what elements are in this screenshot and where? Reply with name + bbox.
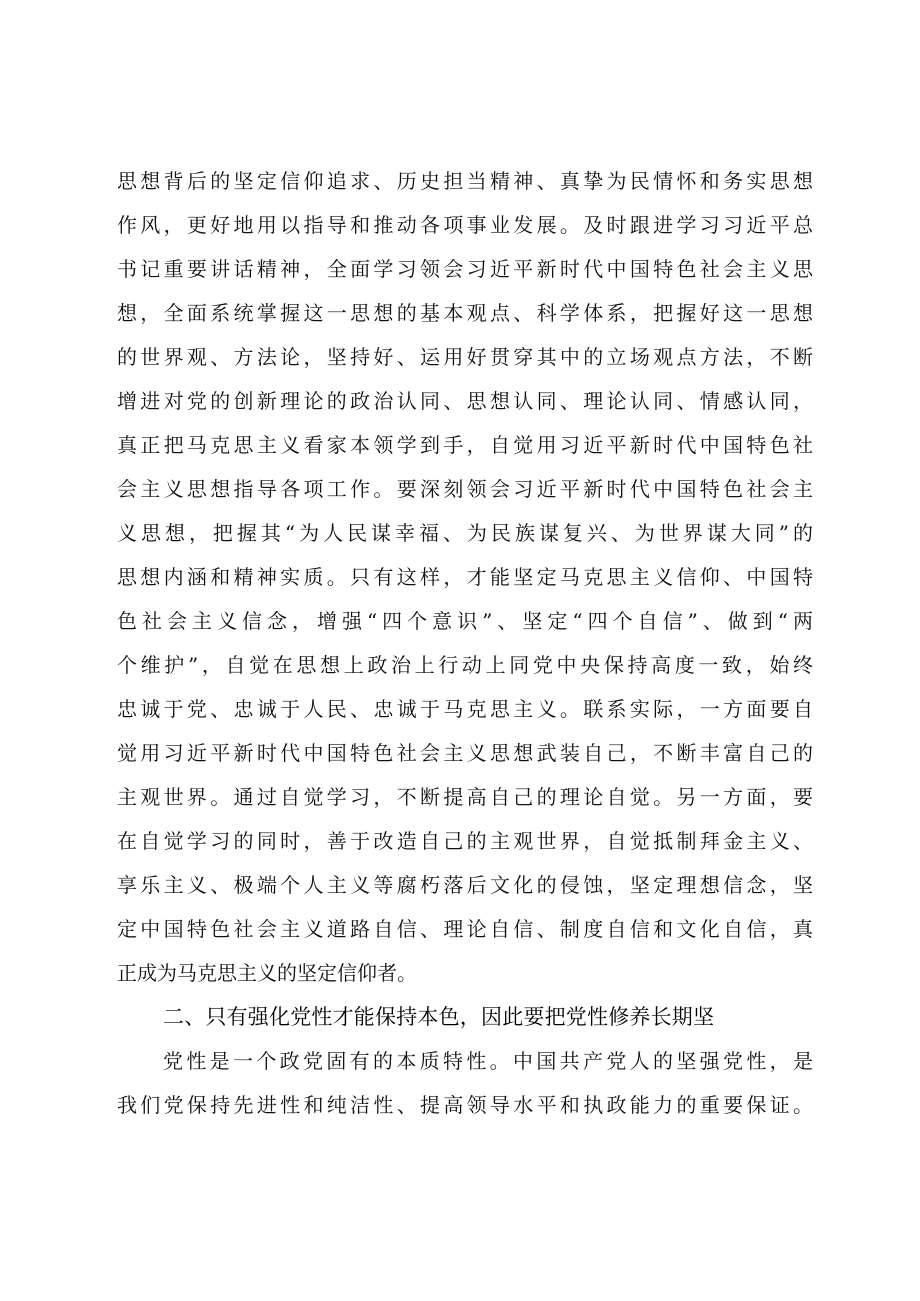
paragraph-line: 党性是一个政党固有的本质特性。中国共产党人的坚强党性，是 (163, 1049, 813, 1073)
paragraph-line: 增进对党的创新理论的政治认同、思想认同、理论认同、情感认同， (117, 389, 813, 413)
section-heading: 二、只有强化党性才能保持本色，因此要把党性修养长期坚 (163, 1005, 715, 1029)
paragraph-line: 主观世界。通过自觉学习，不断提高自己的理论自觉。另一方面，要 (117, 785, 813, 809)
paragraph-line: 定中国特色社会主义道路自信、理论自信、制度自信和文化自信，真 (117, 917, 813, 941)
paragraph-line: 想，全面系统掌握这一思想的基本观点、科学体系，把握好这一思想 (117, 301, 813, 325)
paragraph-line: 正成为马克思主义的坚定信仰者。 (117, 961, 417, 985)
paragraph-line: 书记重要讲话精神，全面学习领会习近平新时代中国特色社会主义思 (117, 257, 813, 281)
paragraph-line: 作风，更好地用以指导和推动各项事业发展。及时跟进学习习近平总 (117, 213, 813, 237)
paragraph-line: 个维护”，自觉在思想上政治上行动上同党中央保持高度一致，始终 (117, 653, 813, 677)
paragraph-line: 忠诚于党、忠诚于人民、忠诚于马克思主义。联系实际，一方面要自 (117, 697, 813, 721)
paragraph-line: 的世界观、方法论，坚持好、运用好贯穿其中的立场观点方法，不断 (117, 345, 813, 369)
paragraph-line: 真正把马克思主义看家本领学到手，自觉用习近平新时代中国特色社 (117, 433, 813, 457)
paragraph-line: 在自觉学习的同时，善于改造自己的主观世界，自觉抵制拜金主义、 (117, 829, 813, 853)
paragraph-line: 觉用习近平新时代中国特色社会主义思想武装自己，不断丰富自己的 (117, 741, 813, 765)
paragraph-line: 思想内涵和精神实质。只有这样，才能坚定马克思主义信仰、中国特 (117, 565, 813, 589)
paragraph-line: 思想背后的坚定信仰追求、历史担当精神、真挚为民情怀和务实思想 (117, 169, 813, 193)
paragraph-line: 我们党保持先进性和纯洁性、提高领导水平和执政能力的重要保证。 (117, 1093, 813, 1117)
paragraph-line: 义思想，把握其“为人民谋幸福、为民族谋复兴、为世界谋大同”的 (117, 521, 813, 545)
paragraph-line: 会主义思想指导各项工作。要深刻领会习近平新时代中国特色社会主 (117, 477, 813, 501)
paragraph-line: 享乐主义、极端个人主义等腐朽落后文化的侵蚀，坚定理想信念，坚 (117, 873, 813, 897)
paragraph-line: 色社会主义信念，增强“四个意识”、坚定“四个自信”、做到“两 (117, 609, 813, 633)
